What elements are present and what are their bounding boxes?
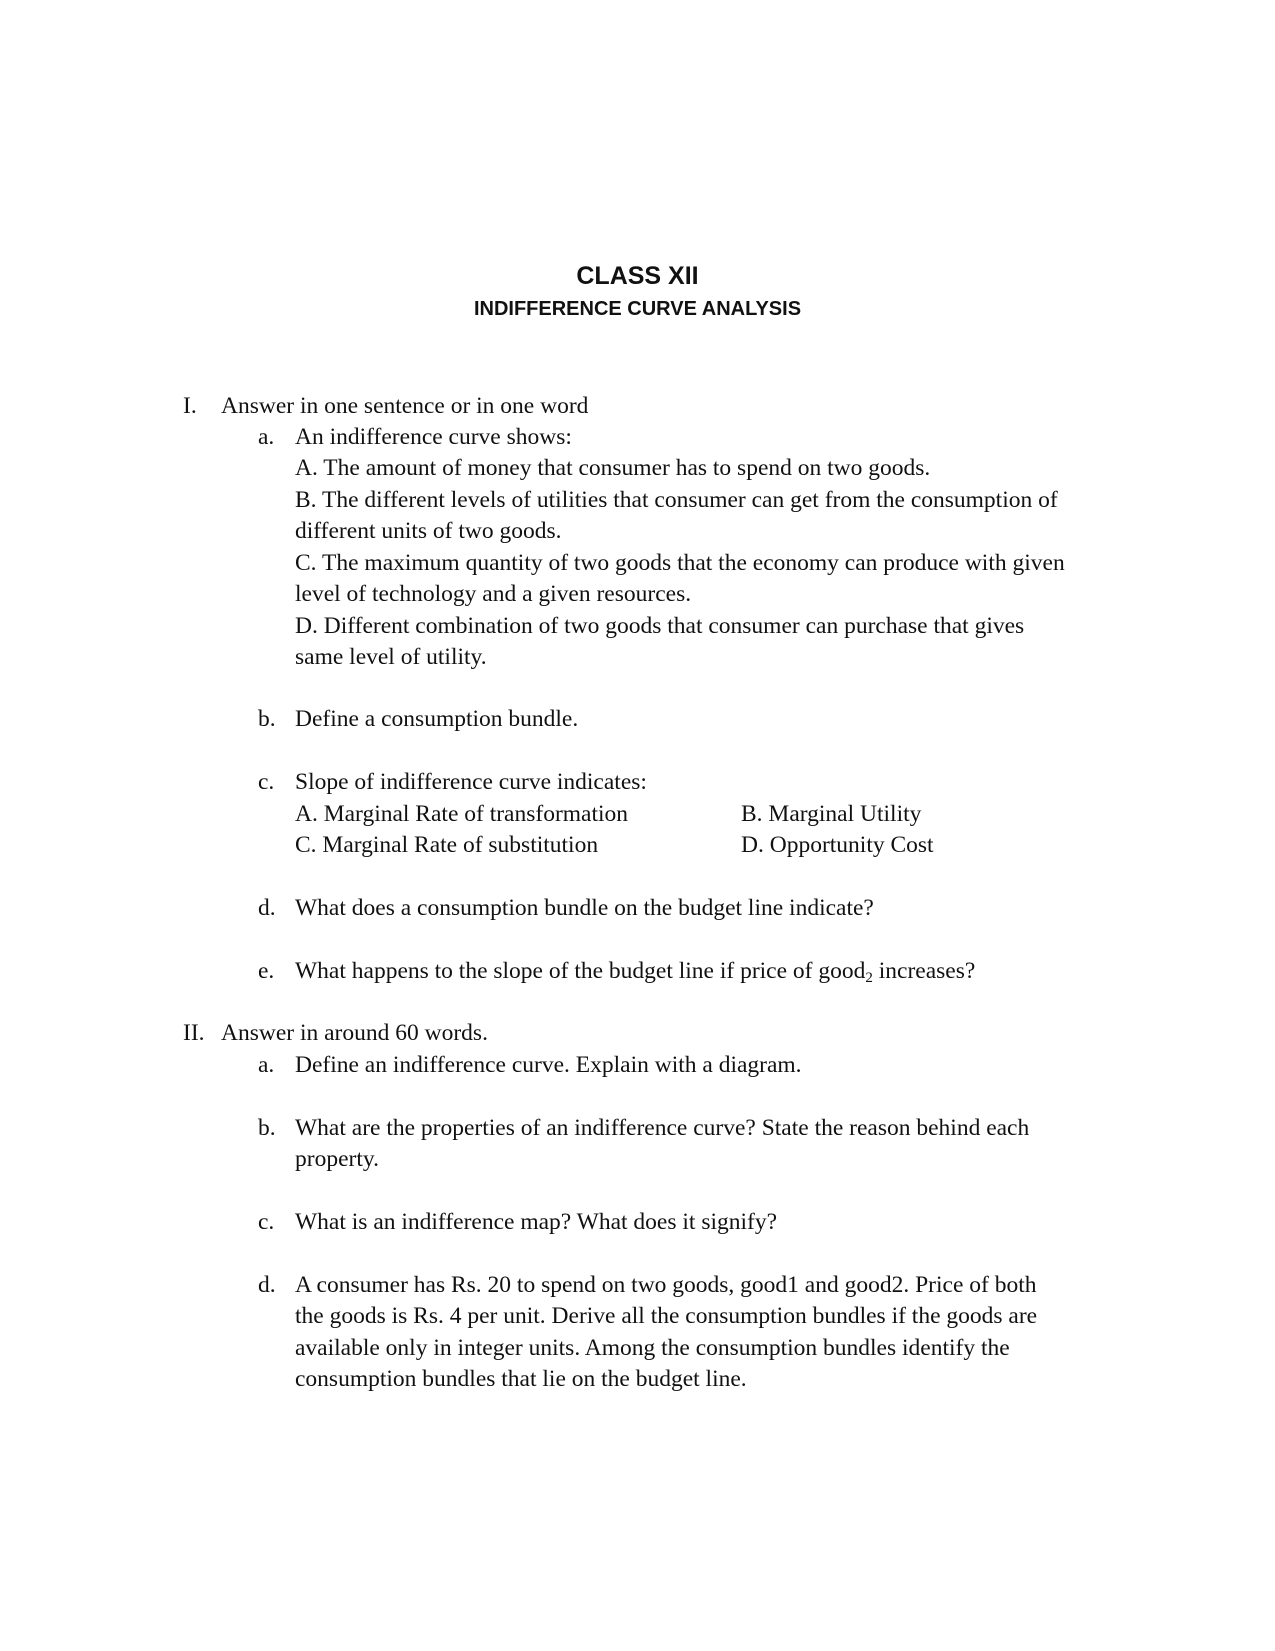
question-letter: a. [258, 1052, 275, 1078]
option-text: D. Opportunity Cost [741, 832, 934, 858]
question-text-part: increases? [872, 958, 976, 984]
question-text [295, 955, 975, 987]
question-text: What does a consumption bundle on the budget line indicate? [295, 895, 874, 921]
question-text: consumption bundles that lie on the budget line. [295, 1366, 747, 1392]
question-text: Define a consumption bundle. [295, 706, 579, 732]
question-text: Define an indifference curve. Explain with a diagram. [295, 1052, 802, 1078]
question-letter: c. [258, 1209, 275, 1235]
section-1-numeral: I. [183, 393, 197, 419]
page-title: CLASS XII [576, 262, 699, 290]
question-letter: d. [258, 1272, 276, 1298]
question-text: An indifference curve shows: [295, 424, 572, 450]
section-1-heading: Answer in one sentence or in one word [221, 393, 589, 419]
question-text: A consumer has Rs. 20 to spend on two goods, good1 and good2. Price of both [295, 1272, 1037, 1298]
subscript: 2 [865, 970, 873, 986]
option-text: same level of utility. [295, 644, 487, 670]
option-text: A. Marginal Rate of transformation [295, 801, 629, 827]
option-text: A. The amount of money that consumer has to spend on two goods. [295, 455, 931, 481]
section-2-numeral: II. [183, 1020, 205, 1046]
question-letter: d. [258, 895, 276, 921]
option-text: B. The different levels of utilities that consumer can get from the consumption of [295, 487, 1058, 513]
question-text: the goods is Rs. 4 per unit. Derive all the consumption bundles if the goods are [295, 1303, 1038, 1329]
option-text: different units of two goods. [295, 518, 562, 544]
question-letter: b. [258, 706, 276, 732]
section-2-heading: Answer in around 60 words. [221, 1020, 488, 1046]
question-letter: a. [258, 424, 275, 450]
question-text: What is an indifference map? What does it signify? [295, 1209, 778, 1235]
question-text: Slope of indifference curve indicates: [295, 769, 647, 795]
option-text: C. Marginal Rate of substitution [295, 832, 599, 858]
option-text: D. Different combination of two goods that consumer can purchase that gives [295, 613, 1025, 639]
question-text: property. [295, 1146, 379, 1172]
option-text: C. The maximum quantity of two goods that the economy can produce with given [295, 550, 1065, 576]
question-text-part: What happens to the slope of the budget line if price of good [295, 958, 866, 984]
option-text: B. Marginal Utility [741, 801, 922, 827]
page-subtitle: INDIFFERENCE CURVE ANALYSIS [473, 298, 802, 320]
question-text: What are the properties of an indifference curve? State the reason behind each [295, 1115, 1030, 1141]
question-text: available only in integer units. Among the consumption bundles identify the [295, 1335, 1010, 1361]
question-letter: e. [258, 958, 275, 984]
option-text: level of technology and a given resources. [295, 581, 692, 607]
question-letter: b. [258, 1115, 276, 1141]
question-letter: c. [258, 769, 275, 795]
